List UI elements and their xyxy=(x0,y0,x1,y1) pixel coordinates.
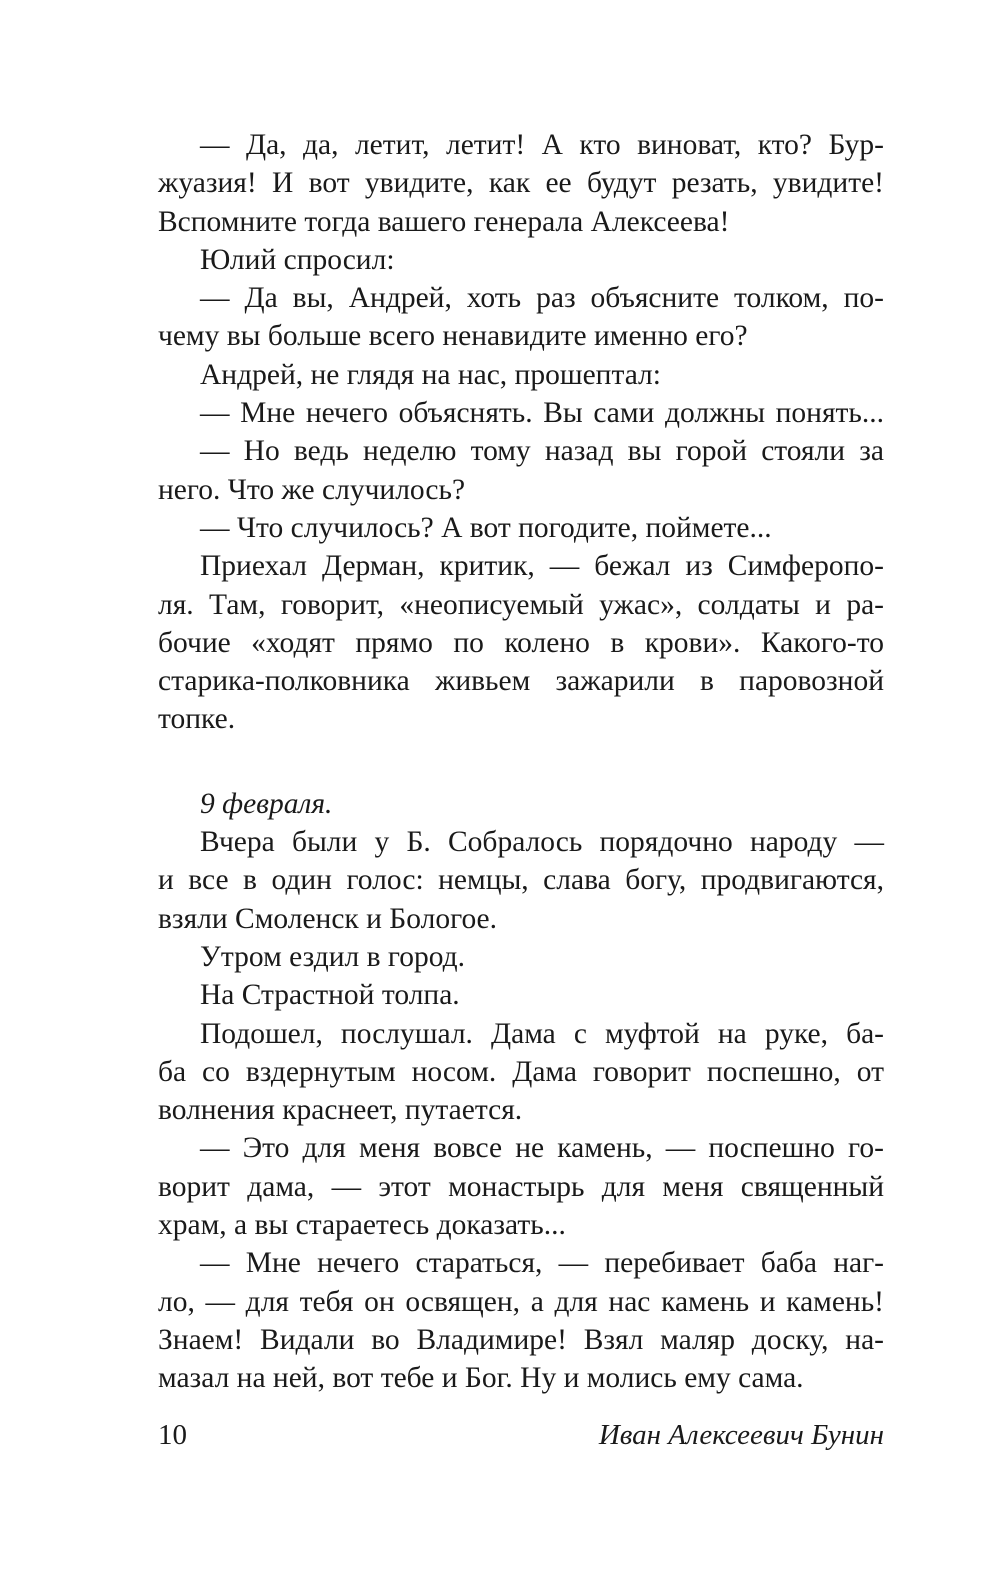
text-line: топке. xyxy=(158,703,236,736)
entry-date: 9 февраля. xyxy=(200,787,333,820)
text-line: бочие «ходят прямо по колено в крови». Какого-то xyxy=(158,626,884,659)
text-line: Утром ездил в город. xyxy=(200,940,466,973)
text-line: мазал на ней, вот тебе и Бог. Ну и молись ему сама. xyxy=(158,1362,804,1395)
text-line: На Страстной толпа. xyxy=(200,979,460,1012)
text-line: Андрей, не глядя на нас, прошептал: xyxy=(200,358,661,391)
text-line: старика-полковника живьем зажарили в паровозной xyxy=(158,665,884,698)
text-line: него. Что же случилось? xyxy=(158,473,466,506)
page-footer xyxy=(158,1415,884,1455)
text-line: ворит дама, — этот монастырь для меня священный xyxy=(158,1170,884,1203)
text-line: Приехал Дерман, критик, — бежал из Симферопо- xyxy=(200,550,884,583)
text-line: чему вы больше всего ненавидите именно его? xyxy=(158,320,748,353)
page-number: 10 xyxy=(158,1419,187,1451)
text-line: Вчера были у Б. Собралось порядочно народу — xyxy=(200,826,884,859)
text-line: жуазия! И вот увидите, как ее будут резать, увидите! xyxy=(158,167,884,200)
running-head: Иван Алексеевич Бунин xyxy=(598,1419,884,1451)
text-line: Юлий спросил: xyxy=(200,243,395,276)
text-line: — Да, да, летит, летит! А кто виноват, кто? Бур- xyxy=(200,129,884,161)
text-line: — Мне нечего стараться, — перебивает баба наг- xyxy=(200,1247,884,1280)
section-gap xyxy=(158,739,884,785)
text-line: — Да вы, Андрей, хоть раз объясните толком, по- xyxy=(200,282,884,315)
text-line: Подошел, послушал. Дама с муфтой на руке, ба- xyxy=(200,1017,884,1050)
text-line: волнения краснеет, путается. xyxy=(158,1094,523,1127)
text-line: — Что случилось? А вот погодите, поймете... xyxy=(200,511,772,544)
text-line: — Это для меня вовсе не камень, — поспешно го- xyxy=(200,1132,884,1165)
page-body xyxy=(158,126,884,1398)
text-line: ля. Там, говорит, «неописуемый ужас», солдаты и ра- xyxy=(158,588,884,621)
text-line: — Но ведь неделю тому назад вы горой стояли за xyxy=(200,435,884,468)
text-line: Знаем! Видали во Владимире! Взял маляр доску, на- xyxy=(158,1323,884,1356)
text-line: и все в один голос: немцы, слава богу, продвигаются, xyxy=(158,864,884,897)
text-line: храм, а вы стараетесь доказать... xyxy=(158,1209,566,1242)
text-line: Вспомните тогда вашего генерала Алексеева! xyxy=(158,205,730,238)
text-line: ло, — для тебя он освящен, а для нас камень и камень! xyxy=(158,1285,884,1318)
text-line: взяли Смоленск и Бологое. xyxy=(158,902,498,935)
text-line: ба со вздернутым носом. Дама говорит поспешно, от xyxy=(158,1055,884,1088)
text-line: — Мне нечего объяснять. Вы сами должны понять... xyxy=(200,397,884,430)
